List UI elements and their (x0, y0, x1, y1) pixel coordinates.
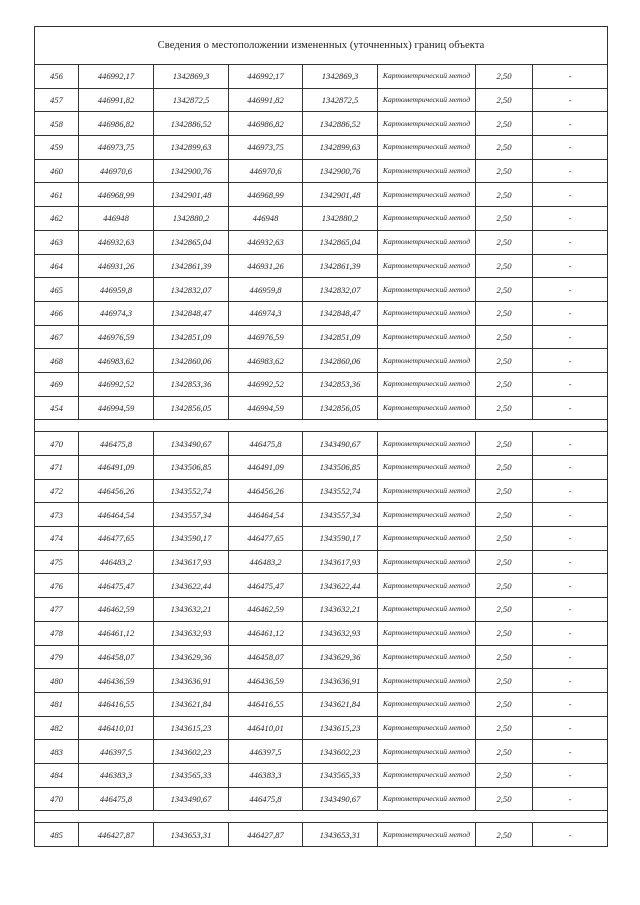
table-row (35, 740, 608, 764)
method-cell: Картометрический метод (378, 692, 476, 716)
accuracy-cell: 2,50 (476, 574, 533, 598)
table-row (35, 503, 608, 527)
existing-y-cell: 1343629,36 (154, 645, 229, 669)
new-x-cell: 446974,3 (229, 301, 303, 325)
existing-x-cell: 446475,47 (79, 574, 154, 598)
method-cell: Картометрический метод (378, 301, 476, 325)
point-number-cell: 460 (35, 159, 79, 183)
new-x-cell: 446968,99 (229, 183, 303, 207)
note-cell: - (533, 787, 608, 811)
point-number-cell: 461 (35, 183, 79, 207)
table-row (35, 65, 608, 89)
table-row (35, 456, 608, 480)
accuracy-cell: 2,50 (476, 621, 533, 645)
method-cell: Картометрический метод (378, 787, 476, 811)
note-cell: - (533, 823, 608, 847)
existing-y-cell: 1342853,36 (154, 372, 229, 396)
new-y-cell: 1343565,33 (303, 763, 378, 787)
existing-x-cell: 446991,82 (79, 88, 154, 112)
new-x-cell: 446931,26 (229, 254, 303, 278)
existing-y-cell: 1342886,52 (154, 112, 229, 136)
method-cell: Картометрический метод (378, 645, 476, 669)
new-y-cell: 1343653,31 (303, 823, 378, 847)
method-cell: Картометрический метод (378, 254, 476, 278)
new-x-cell: 446462,59 (229, 598, 303, 622)
existing-y-cell: 1343617,93 (154, 550, 229, 574)
new-y-cell: 1343506,85 (303, 456, 378, 480)
existing-x-cell: 446436,59 (79, 669, 154, 693)
point-number-cell: 463 (35, 230, 79, 254)
existing-y-cell: 1343552,74 (154, 479, 229, 503)
table-row (35, 325, 608, 349)
table-row (35, 88, 608, 112)
table-row (35, 645, 608, 669)
existing-y-cell: 1343565,33 (154, 763, 229, 787)
accuracy-cell: 2,50 (476, 396, 533, 420)
table-row (35, 301, 608, 325)
new-x-cell: 446948 (229, 207, 303, 231)
accuracy-cell: 2,50 (476, 372, 533, 396)
table-caption-row (35, 27, 608, 65)
existing-y-cell: 1342832,07 (154, 278, 229, 302)
point-number-cell: 483 (35, 740, 79, 764)
method-cell: Картометрический метод (378, 230, 476, 254)
method-cell: Картометрический метод (378, 432, 476, 456)
method-cell: Картометрический метод (378, 527, 476, 551)
note-cell: - (533, 301, 608, 325)
point-number-cell: 482 (35, 716, 79, 740)
table-row (35, 479, 608, 503)
existing-y-cell: 1343621,84 (154, 692, 229, 716)
existing-x-cell: 446410,01 (79, 716, 154, 740)
method-cell: Картометрический метод (378, 159, 476, 183)
new-y-cell: 1343636,91 (303, 669, 378, 693)
accuracy-cell: 2,50 (476, 349, 533, 373)
note-cell: - (533, 716, 608, 740)
new-y-cell: 1342851,09 (303, 325, 378, 349)
point-number-cell: 471 (35, 456, 79, 480)
new-x-cell: 446973,75 (229, 136, 303, 160)
existing-y-cell: 1342899,63 (154, 136, 229, 160)
new-x-cell: 446970,6 (229, 159, 303, 183)
new-x-cell: 446383,3 (229, 763, 303, 787)
existing-x-cell: 446976,59 (79, 325, 154, 349)
method-cell: Картометрический метод (378, 207, 476, 231)
existing-x-cell: 446475,8 (79, 787, 154, 811)
new-x-cell: 446992,52 (229, 372, 303, 396)
existing-x-cell: 446968,99 (79, 183, 154, 207)
note-cell: - (533, 278, 608, 302)
new-y-cell: 1342860,06 (303, 349, 378, 373)
table-row (35, 550, 608, 574)
existing-y-cell: 1343490,67 (154, 432, 229, 456)
new-x-cell: 446458,07 (229, 645, 303, 669)
new-y-cell: 1342901,48 (303, 183, 378, 207)
accuracy-cell: 2,50 (476, 432, 533, 456)
new-y-cell: 1342900,76 (303, 159, 378, 183)
existing-x-cell: 446462,59 (79, 598, 154, 622)
method-cell: Картометрический метод (378, 716, 476, 740)
new-x-cell: 446959,8 (229, 278, 303, 302)
existing-y-cell: 1343557,34 (154, 503, 229, 527)
point-number-cell: 485 (35, 823, 79, 847)
note-cell: - (533, 372, 608, 396)
new-y-cell: 1342886,52 (303, 112, 378, 136)
existing-x-cell: 446970,6 (79, 159, 154, 183)
accuracy-cell: 2,50 (476, 230, 533, 254)
table-row (35, 527, 608, 551)
point-number-cell: 475 (35, 550, 79, 574)
contour-separator-row (35, 811, 608, 823)
new-y-cell: 1342853,36 (303, 372, 378, 396)
note-cell: - (533, 230, 608, 254)
note-cell: - (533, 527, 608, 551)
note-cell: - (533, 432, 608, 456)
existing-y-cell: 1342900,76 (154, 159, 229, 183)
table-caption: Сведения о местоположении измененных (уточненных) границ объекта (35, 27, 608, 65)
note-cell: - (533, 692, 608, 716)
point-number-cell: 470 (35, 787, 79, 811)
accuracy-cell: 2,50 (476, 325, 533, 349)
note-cell: - (533, 136, 608, 160)
point-number-cell: 484 (35, 763, 79, 787)
method-cell: Картометрический метод (378, 740, 476, 764)
existing-x-cell: 446983,62 (79, 349, 154, 373)
note-cell: - (533, 503, 608, 527)
existing-x-cell: 446948 (79, 207, 154, 231)
boundary-coordinates-table (34, 26, 608, 847)
method-cell: Картометрический метод (378, 372, 476, 396)
point-number-cell: 458 (35, 112, 79, 136)
contour-separator (35, 811, 608, 823)
accuracy-cell: 2,50 (476, 65, 533, 89)
point-number-cell: 477 (35, 598, 79, 622)
existing-x-cell: 446986,82 (79, 112, 154, 136)
existing-x-cell: 446427,87 (79, 823, 154, 847)
existing-y-cell: 1342872,5 (154, 88, 229, 112)
note-cell: - (533, 159, 608, 183)
point-number-cell: 468 (35, 349, 79, 373)
table-row (35, 254, 608, 278)
note-cell: - (533, 740, 608, 764)
new-x-cell: 446491,09 (229, 456, 303, 480)
existing-x-cell: 446931,26 (79, 254, 154, 278)
new-y-cell: 1342899,63 (303, 136, 378, 160)
table-row (35, 278, 608, 302)
table-row (35, 574, 608, 598)
accuracy-cell: 2,50 (476, 183, 533, 207)
method-cell: Картометрический метод (378, 349, 476, 373)
existing-x-cell: 446994,59 (79, 396, 154, 420)
accuracy-cell: 2,50 (476, 787, 533, 811)
contour-separator-row (35, 420, 608, 432)
existing-x-cell: 446456,26 (79, 479, 154, 503)
accuracy-cell: 2,50 (476, 159, 533, 183)
new-x-cell: 446461,12 (229, 621, 303, 645)
existing-y-cell: 1342856,05 (154, 396, 229, 420)
accuracy-cell: 2,50 (476, 550, 533, 574)
note-cell: - (533, 574, 608, 598)
method-cell: Картометрический метод (378, 763, 476, 787)
new-x-cell: 446932,63 (229, 230, 303, 254)
new-x-cell: 446976,59 (229, 325, 303, 349)
existing-x-cell: 446475,8 (79, 432, 154, 456)
point-number-cell: 478 (35, 621, 79, 645)
existing-x-cell: 446383,3 (79, 763, 154, 787)
table-row (35, 112, 608, 136)
table-row (35, 183, 608, 207)
existing-x-cell: 446973,75 (79, 136, 154, 160)
table-row (35, 823, 608, 847)
note-cell: - (533, 479, 608, 503)
table-row (35, 349, 608, 373)
existing-x-cell: 446416,55 (79, 692, 154, 716)
existing-x-cell: 446477,65 (79, 527, 154, 551)
contour-separator (35, 420, 608, 432)
new-y-cell: 1343621,84 (303, 692, 378, 716)
point-number-cell: 464 (35, 254, 79, 278)
accuracy-cell: 2,50 (476, 692, 533, 716)
method-cell: Картометрический метод (378, 503, 476, 527)
new-y-cell: 1343557,34 (303, 503, 378, 527)
table-row (35, 716, 608, 740)
point-number-cell: 467 (35, 325, 79, 349)
note-cell: - (533, 325, 608, 349)
note-cell: - (533, 396, 608, 420)
table-row (35, 692, 608, 716)
accuracy-cell: 2,50 (476, 645, 533, 669)
note-cell: - (533, 621, 608, 645)
note-cell: - (533, 645, 608, 669)
existing-y-cell: 1343490,67 (154, 787, 229, 811)
new-y-cell: 1343632,21 (303, 598, 378, 622)
point-number-cell: 465 (35, 278, 79, 302)
new-x-cell: 446456,26 (229, 479, 303, 503)
method-cell: Картометрический метод (378, 65, 476, 89)
table-row (35, 396, 608, 420)
note-cell: - (533, 550, 608, 574)
new-y-cell: 1342861,39 (303, 254, 378, 278)
document-page (34, 26, 607, 847)
existing-x-cell: 446932,63 (79, 230, 154, 254)
point-number-cell: 462 (35, 207, 79, 231)
new-x-cell: 446983,62 (229, 349, 303, 373)
accuracy-cell: 2,50 (476, 88, 533, 112)
accuracy-cell: 2,50 (476, 278, 533, 302)
new-x-cell: 446410,01 (229, 716, 303, 740)
existing-x-cell: 446959,8 (79, 278, 154, 302)
method-cell: Картометрический метод (378, 325, 476, 349)
method-cell: Картометрический метод (378, 823, 476, 847)
table-row (35, 621, 608, 645)
new-x-cell: 446436,59 (229, 669, 303, 693)
method-cell: Картометрический метод (378, 112, 476, 136)
new-x-cell: 446397,5 (229, 740, 303, 764)
accuracy-cell: 2,50 (476, 136, 533, 160)
existing-y-cell: 1342848,47 (154, 301, 229, 325)
existing-x-cell: 446397,5 (79, 740, 154, 764)
point-number-cell: 454 (35, 396, 79, 420)
new-x-cell: 446475,47 (229, 574, 303, 598)
table-row (35, 598, 608, 622)
existing-y-cell: 1342860,06 (154, 349, 229, 373)
point-number-cell: 470 (35, 432, 79, 456)
note-cell: - (533, 763, 608, 787)
note-cell: - (533, 669, 608, 693)
new-y-cell: 1342880,2 (303, 207, 378, 231)
method-cell: Картометрический метод (378, 136, 476, 160)
note-cell: - (533, 65, 608, 89)
table-row (35, 136, 608, 160)
point-number-cell: 480 (35, 669, 79, 693)
existing-y-cell: 1343636,91 (154, 669, 229, 693)
point-number-cell: 472 (35, 479, 79, 503)
method-cell: Картометрический метод (378, 479, 476, 503)
new-y-cell: 1342869,3 (303, 65, 378, 89)
point-number-cell: 474 (35, 527, 79, 551)
new-x-cell: 446991,82 (229, 88, 303, 112)
method-cell: Картометрический метод (378, 669, 476, 693)
new-x-cell: 446477,65 (229, 527, 303, 551)
accuracy-cell: 2,50 (476, 301, 533, 325)
method-cell: Картометрический метод (378, 183, 476, 207)
method-cell: Картометрический метод (378, 598, 476, 622)
new-y-cell: 1342865,04 (303, 230, 378, 254)
existing-x-cell: 446483,2 (79, 550, 154, 574)
point-number-cell: 481 (35, 692, 79, 716)
existing-y-cell: 1343602,23 (154, 740, 229, 764)
accuracy-cell: 2,50 (476, 254, 533, 278)
accuracy-cell: 2,50 (476, 207, 533, 231)
method-cell: Картометрический метод (378, 456, 476, 480)
new-y-cell: 1342872,5 (303, 88, 378, 112)
method-cell: Картометрический метод (378, 574, 476, 598)
existing-y-cell: 1343632,21 (154, 598, 229, 622)
existing-x-cell: 446992,17 (79, 65, 154, 89)
table-row (35, 207, 608, 231)
note-cell: - (533, 88, 608, 112)
method-cell: Картометрический метод (378, 550, 476, 574)
accuracy-cell: 2,50 (476, 598, 533, 622)
method-cell: Картометрический метод (378, 88, 476, 112)
note-cell: - (533, 598, 608, 622)
existing-x-cell: 446974,3 (79, 301, 154, 325)
existing-y-cell: 1342865,04 (154, 230, 229, 254)
existing-x-cell: 446992,52 (79, 372, 154, 396)
table-row (35, 372, 608, 396)
point-number-cell: 469 (35, 372, 79, 396)
new-y-cell: 1343590,17 (303, 527, 378, 551)
new-y-cell: 1343629,36 (303, 645, 378, 669)
existing-y-cell: 1342901,48 (154, 183, 229, 207)
table-row (35, 230, 608, 254)
accuracy-cell: 2,50 (476, 527, 533, 551)
accuracy-cell: 2,50 (476, 503, 533, 527)
note-cell: - (533, 349, 608, 373)
method-cell: Картометрический метод (378, 396, 476, 420)
existing-x-cell: 446461,12 (79, 621, 154, 645)
existing-y-cell: 1342880,2 (154, 207, 229, 231)
new-x-cell: 446475,8 (229, 787, 303, 811)
accuracy-cell: 2,50 (476, 479, 533, 503)
new-x-cell: 446416,55 (229, 692, 303, 716)
new-y-cell: 1342832,07 (303, 278, 378, 302)
table-row (35, 763, 608, 787)
table-body (35, 27, 608, 847)
table-row (35, 787, 608, 811)
point-number-cell: 459 (35, 136, 79, 160)
point-number-cell: 473 (35, 503, 79, 527)
existing-y-cell: 1342861,39 (154, 254, 229, 278)
existing-y-cell: 1343590,17 (154, 527, 229, 551)
accuracy-cell: 2,50 (476, 763, 533, 787)
new-x-cell: 446475,8 (229, 432, 303, 456)
new-x-cell: 446427,87 (229, 823, 303, 847)
note-cell: - (533, 207, 608, 231)
point-number-cell: 479 (35, 645, 79, 669)
existing-x-cell: 446491,09 (79, 456, 154, 480)
new-x-cell: 446992,17 (229, 65, 303, 89)
accuracy-cell: 2,50 (476, 716, 533, 740)
new-y-cell: 1343617,93 (303, 550, 378, 574)
existing-y-cell: 1342851,09 (154, 325, 229, 349)
note-cell: - (533, 254, 608, 278)
new-y-cell: 1343622,44 (303, 574, 378, 598)
point-number-cell: 466 (35, 301, 79, 325)
table-row (35, 432, 608, 456)
note-cell: - (533, 456, 608, 480)
method-cell: Картометрический метод (378, 621, 476, 645)
new-y-cell: 1343615,23 (303, 716, 378, 740)
new-x-cell: 446464,54 (229, 503, 303, 527)
new-x-cell: 446986,82 (229, 112, 303, 136)
existing-y-cell: 1343653,31 (154, 823, 229, 847)
existing-x-cell: 446458,07 (79, 645, 154, 669)
point-number-cell: 457 (35, 88, 79, 112)
accuracy-cell: 2,50 (476, 456, 533, 480)
accuracy-cell: 2,50 (476, 669, 533, 693)
existing-y-cell: 1343506,85 (154, 456, 229, 480)
new-y-cell: 1343602,23 (303, 740, 378, 764)
table-row (35, 159, 608, 183)
new-y-cell: 1343552,74 (303, 479, 378, 503)
method-cell: Картометрический метод (378, 278, 476, 302)
new-x-cell: 446994,59 (229, 396, 303, 420)
accuracy-cell: 2,50 (476, 740, 533, 764)
note-cell: - (533, 112, 608, 136)
new-y-cell: 1343490,67 (303, 787, 378, 811)
accuracy-cell: 2,50 (476, 823, 533, 847)
accuracy-cell: 2,50 (476, 112, 533, 136)
table-row (35, 669, 608, 693)
existing-x-cell: 446464,54 (79, 503, 154, 527)
point-number-cell: 456 (35, 65, 79, 89)
existing-y-cell: 1343622,44 (154, 574, 229, 598)
new-x-cell: 446483,2 (229, 550, 303, 574)
point-number-cell: 476 (35, 574, 79, 598)
existing-y-cell: 1343615,23 (154, 716, 229, 740)
existing-y-cell: 1342869,3 (154, 65, 229, 89)
note-cell: - (533, 183, 608, 207)
new-y-cell: 1342848,47 (303, 301, 378, 325)
new-y-cell: 1343490,67 (303, 432, 378, 456)
existing-y-cell: 1343632,93 (154, 621, 229, 645)
new-y-cell: 1342856,05 (303, 396, 378, 420)
new-y-cell: 1343632,93 (303, 621, 378, 645)
